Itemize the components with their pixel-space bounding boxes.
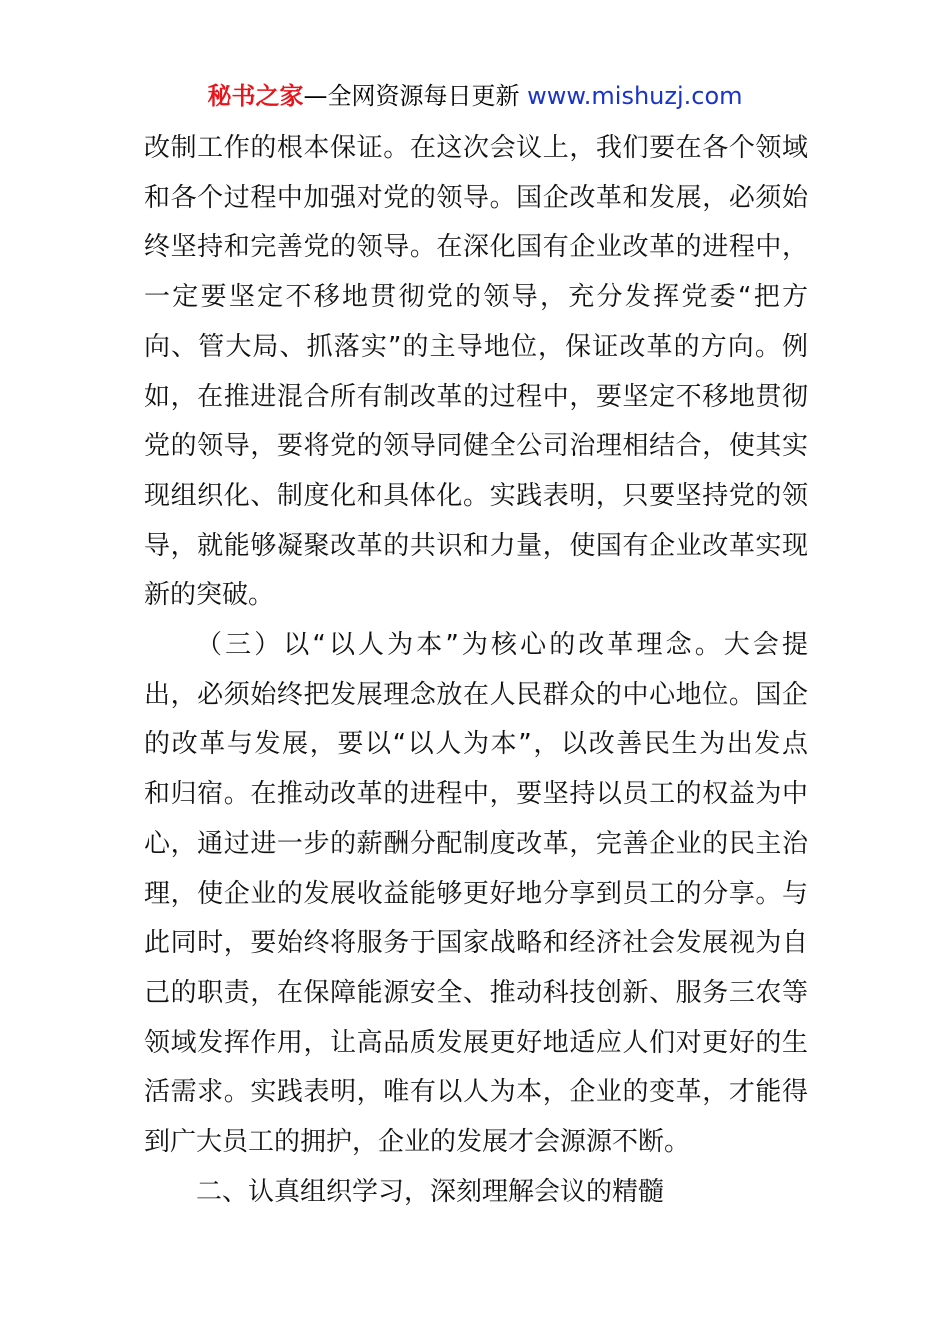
paragraph (144, 621, 808, 1168)
text-line: 出，必须始终把发展理念放在人民群众的中心地位。国企 (144, 679, 808, 710)
text-line: 导，就能够凝聚改革的共识和力量，使国有企业改革实现 (144, 530, 808, 561)
page-header (0, 78, 950, 114)
text-line: 党的领导，要将党的领导同健全公司治理相结合，使其实 (144, 431, 808, 462)
text-line: 一定要坚定不移地贯彻党的领导，充分发挥党委“把方 (144, 282, 808, 313)
paragraph (144, 124, 808, 621)
text-line: （三）以“以人为本”为核心的改革理念。大会提 (196, 630, 808, 661)
site-tagline: —全网资源每日更新 (303, 82, 528, 110)
text-line: 活需求。实践表明，唯有以人为本，企业的变革，才能得 (144, 1077, 808, 1108)
text-line: 己的职责，在保障能源安全、推动科技创新、服务三农等 (144, 977, 808, 1008)
text-line: 心，通过进一步的薪酬分配制度改革，完善企业的民主治 (144, 828, 808, 859)
site-brand: 秘书之家 (207, 82, 304, 110)
text-line: 领域发挥作用，让高品质发展更好地适应人们对更好的生 (144, 1027, 808, 1058)
text-line: 到广大员工的拥护，企业的发展才会源源不断。 (144, 1127, 691, 1158)
document-body (144, 124, 808, 1217)
section-heading: 二、认真组织学习，深刻理解会议的精髓 (196, 1176, 665, 1207)
text-line: 向、管大局、抓落实”的主导地位，保证改革的方向。例 (144, 331, 808, 362)
text-line: 理，使企业的发展收益能够更好地分享到员工的分享。与 (144, 878, 808, 909)
text-line: 的改革与发展，要以“以人为本”，以改善民生为出发点 (144, 729, 808, 760)
text-line: 和各个过程中加强对党的领导。国企改革和发展，必须始 (144, 182, 808, 213)
text-line: 新的突破。 (144, 580, 275, 611)
text-line: 终坚持和完善党的领导。在深化国有企业改革的进程中， (144, 232, 808, 263)
text-line: 现组织化、制度化和具体化。实践表明，只要坚持党的领 (144, 480, 808, 511)
site-url-link[interactable]: www.mishuzj.com (527, 82, 743, 110)
text-line: 如，在推进混合所有制改革的过程中，要坚定不移地贯彻 (144, 381, 808, 412)
text-line: 改制工作的根本保证。在这次会议上，我们要在各个领域 (144, 133, 808, 163)
text-line: 和归宿。在推动改革的进程中，要坚持以员工的权益为中 (144, 779, 808, 810)
text-line: 此同时，要始终将服务于国家战略和经济社会发展视为自 (144, 928, 808, 959)
